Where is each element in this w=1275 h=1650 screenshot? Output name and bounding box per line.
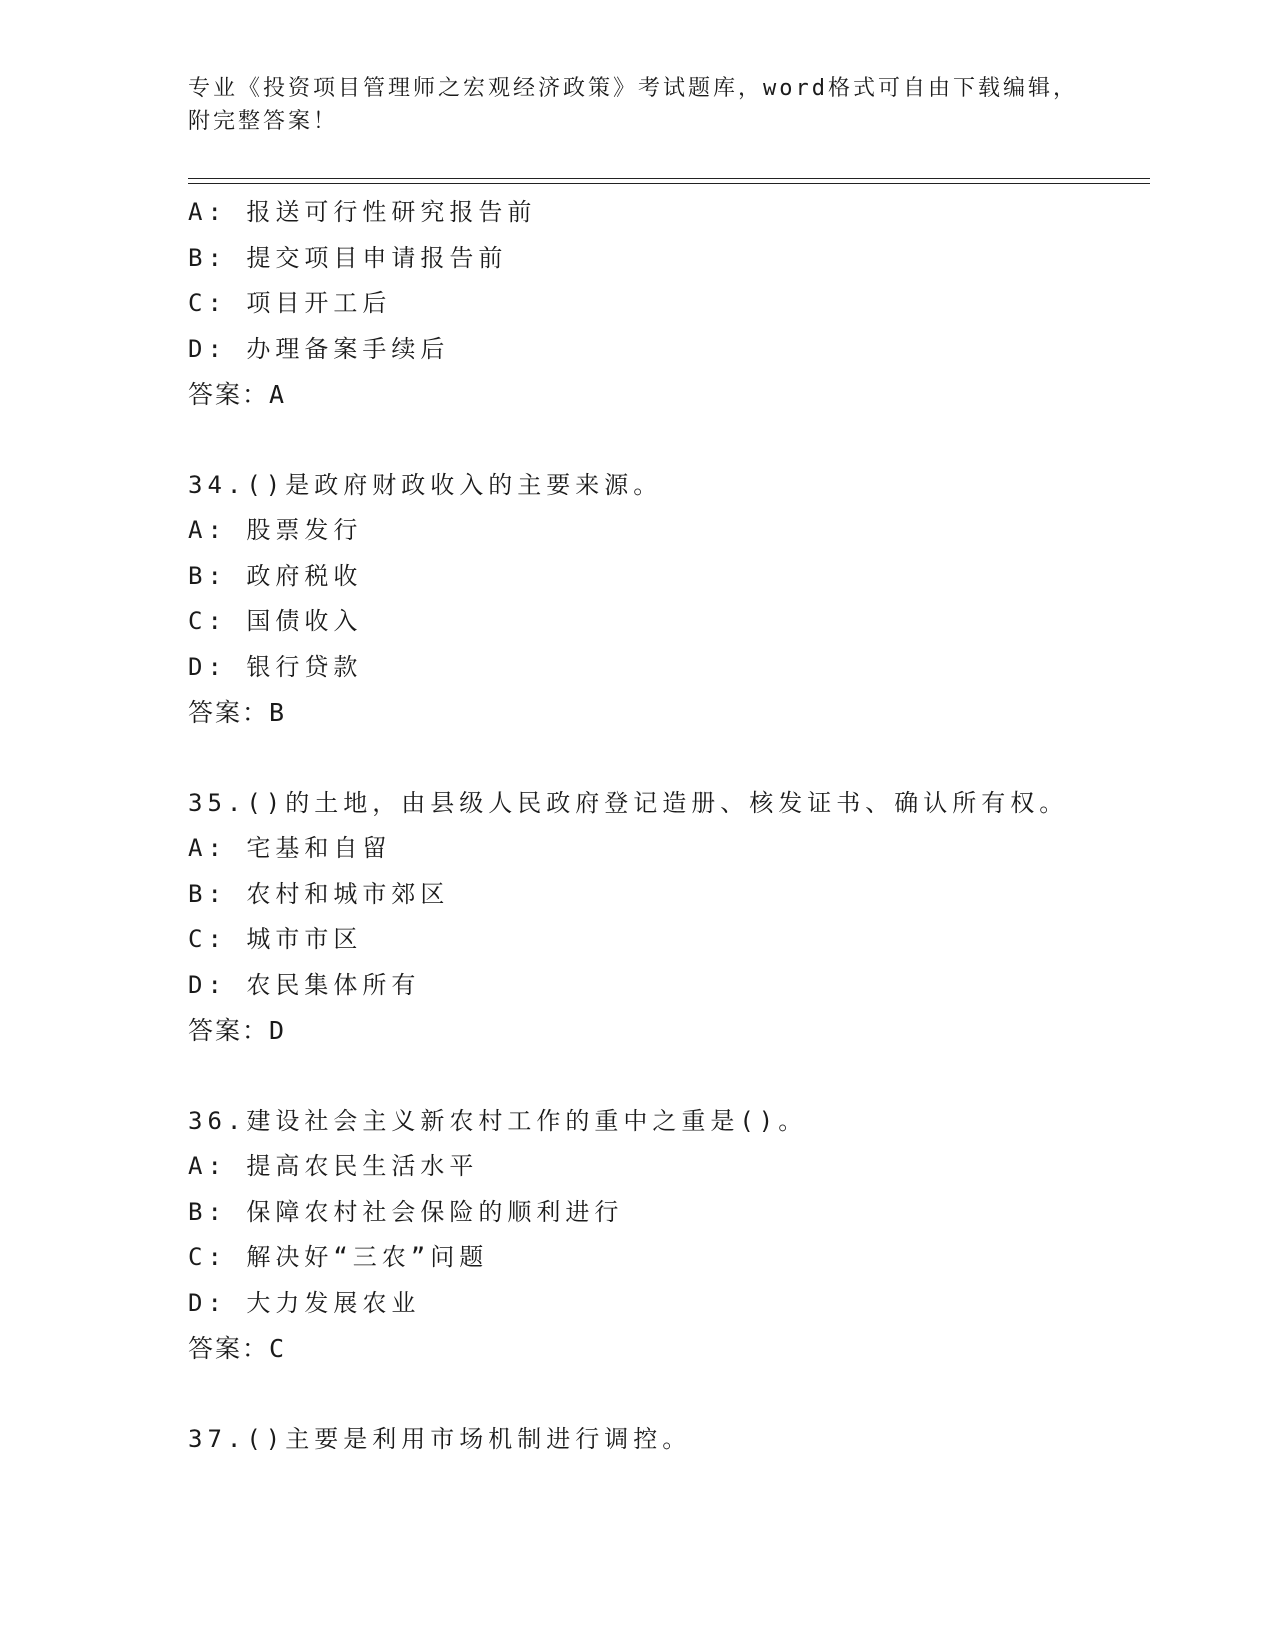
option-d: D: 办理备案手续后 [188,334,450,363]
document-header [188,72,1088,138]
option-c: C: 解决好“三农”问题 [188,1243,489,1271]
question-text: 37.()主要是利用市场机制进行调控。 [188,1424,692,1453]
question-text: 35.()的土地，由县级人民政府登记造册、核发证书、确认所有权。 [188,788,1069,817]
option-d: D: 银行贷款 [188,652,363,681]
question-block-37 [188,1417,1148,1463]
header-rule-bottom [188,183,1150,184]
option-b: B: 提交项目申请报告前 [188,243,508,272]
option-c: C: 城市市区 [188,925,363,953]
header-line-1: 专业《投资项目管理师之宏观经济政策》考试题库，word格式可自由下载编辑， [188,76,1078,101]
option-b: B: 政府税收 [188,561,363,590]
option-a: A: 报送可行性研究报告前 [188,198,537,226]
option-d: D: 农民集体所有 [188,970,421,999]
answer-line: 答案：A [188,380,287,409]
answer-line: 答案：D [188,1016,287,1045]
question-block-36 [188,1099,1148,1372]
question-block-33 [188,190,1148,418]
option-a: A: 提高农民生活水平 [188,1152,479,1180]
answer-line: 答案：B [188,698,287,727]
question-block-34 [188,463,1148,736]
option-a: A: 股票发行 [188,516,363,544]
option-b: B: 农村和城市郊区 [188,879,450,908]
option-c: C: 国债收入 [188,607,363,635]
option-d: D: 大力发展农业 [188,1288,421,1317]
header-rule-top [188,178,1150,179]
option-b: B: 保障农村社会保险的顺利进行 [188,1197,624,1226]
question-text: 34.()是政府财政收入的主要来源。 [188,470,663,499]
question-text: 36.建设社会主义新农村工作的重中之重是()。 [188,1106,808,1135]
question-list [188,190,1148,1462]
option-a: A: 宅基和自留 [188,834,392,862]
header-line-2: 附完整答案！ [188,109,339,134]
question-block-35 [188,781,1148,1054]
option-c: C: 项目开工后 [188,289,392,317]
answer-line: 答案：C [188,1334,287,1363]
